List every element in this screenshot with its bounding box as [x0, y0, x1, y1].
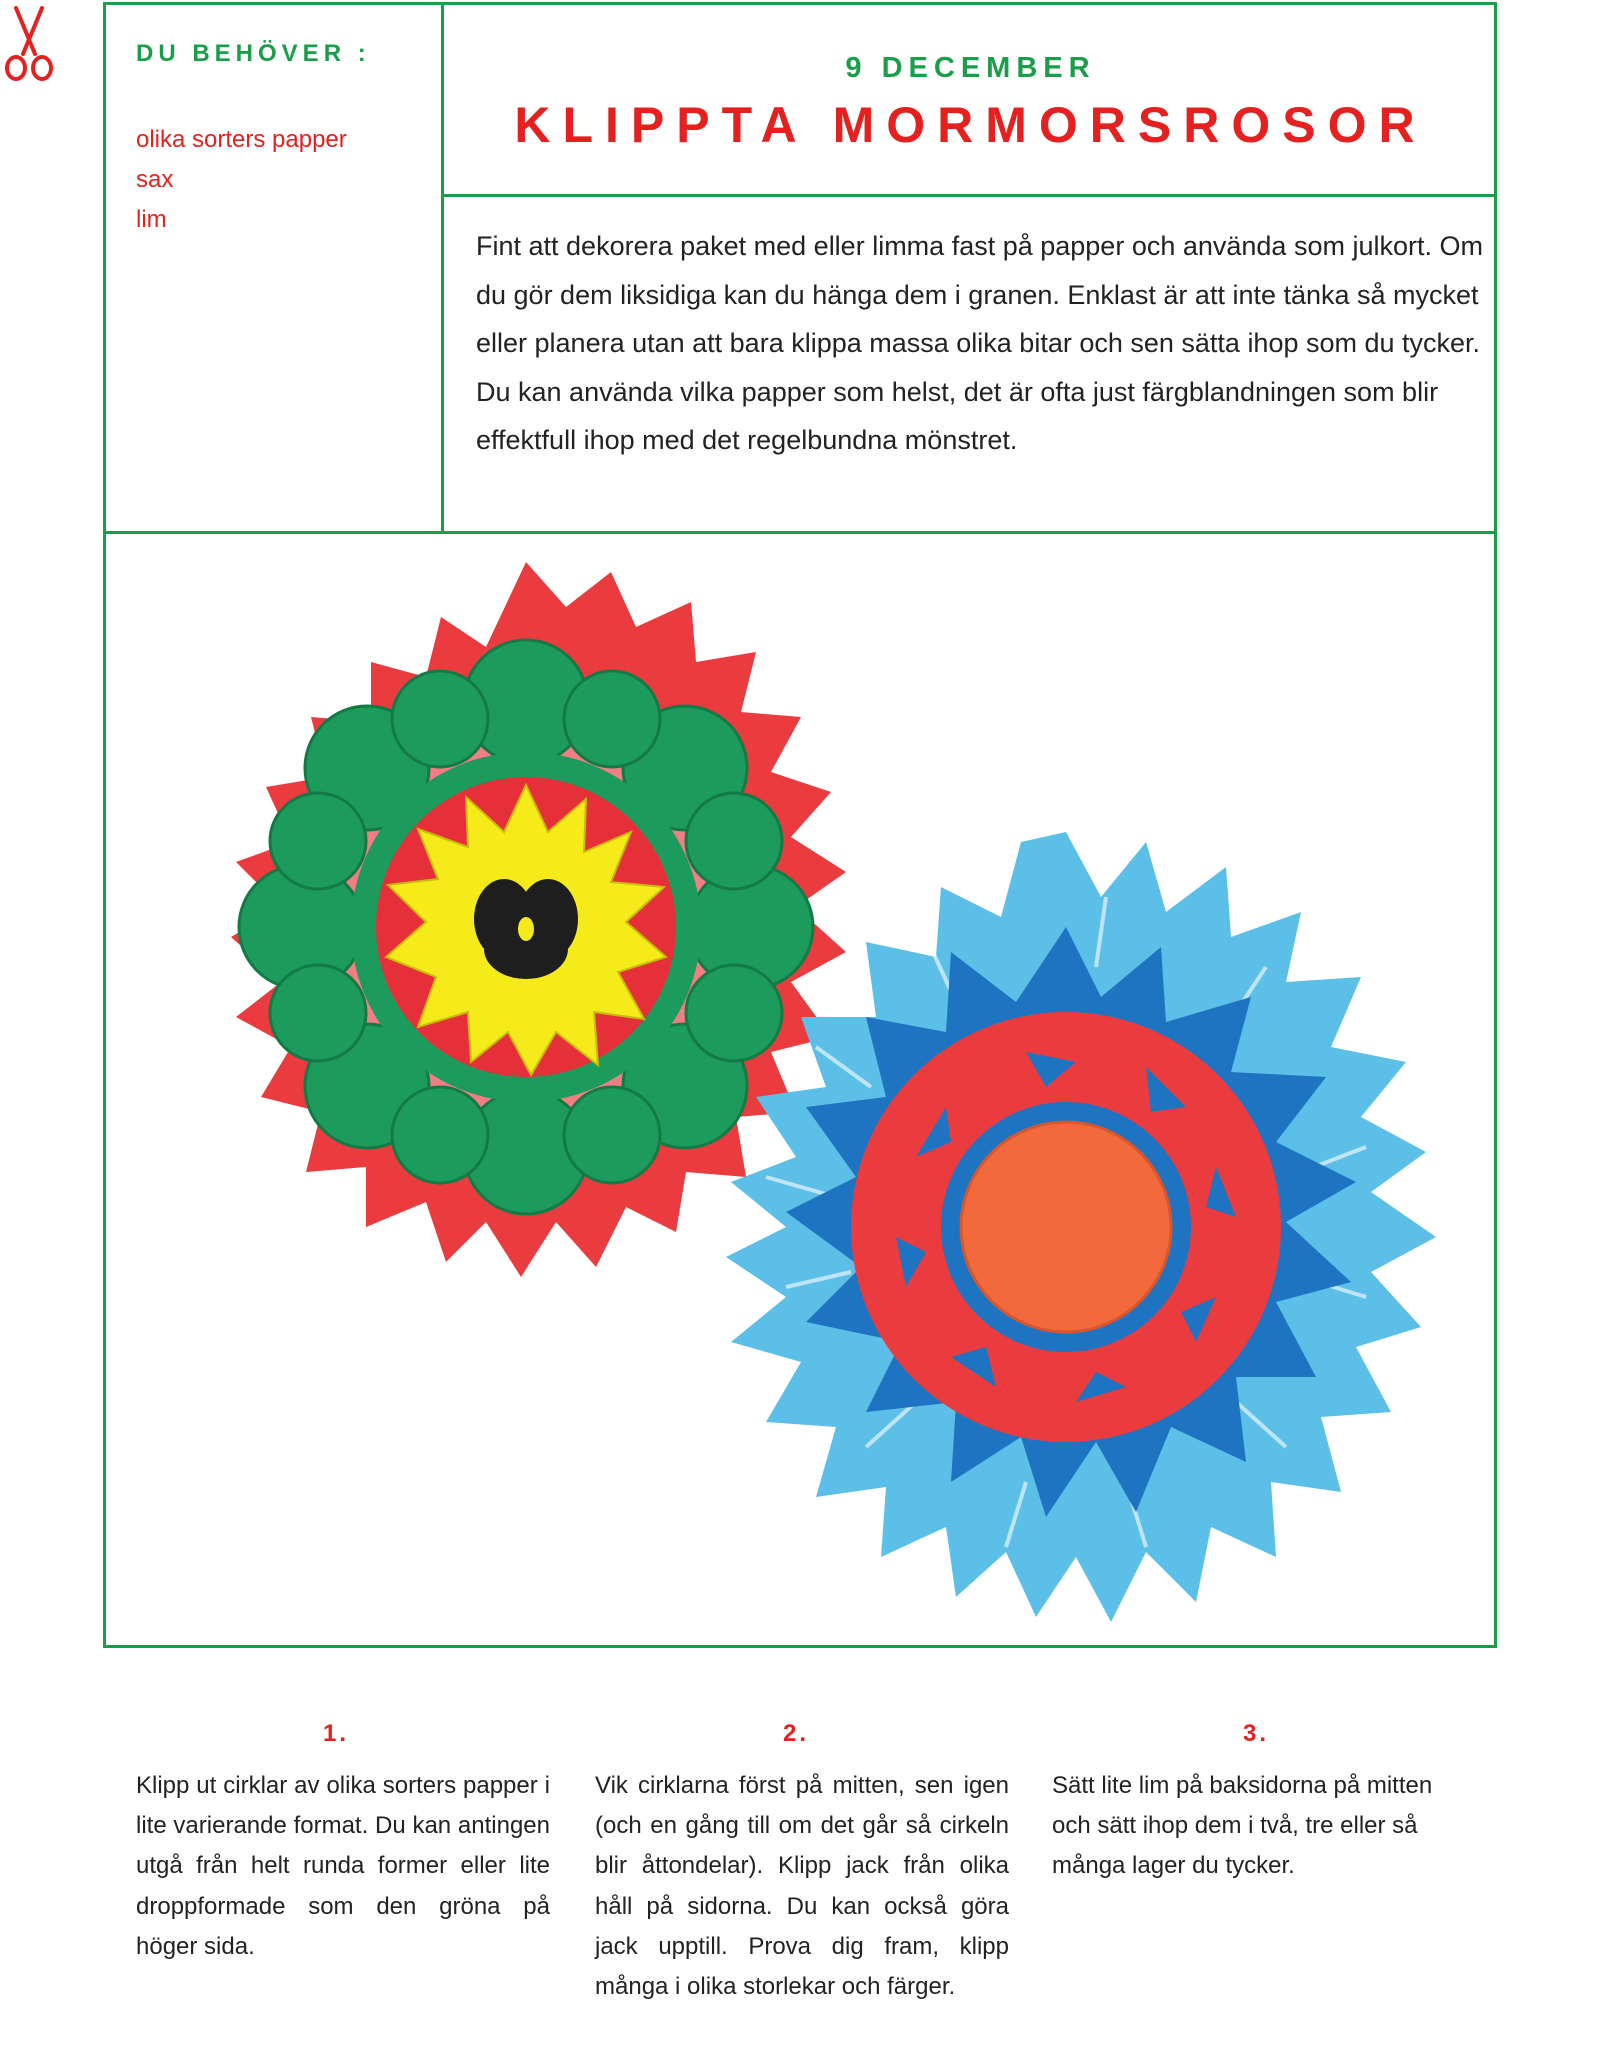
material-item: sax — [136, 166, 174, 193]
step-3-number: 3. — [1242, 1720, 1269, 1747]
step-2-text: Vik cirklarna först på mitten, sen igen (och en gång till om det går så cirkeln blir åttondelar). Klipp jack från olika håll på sidorna. Du kan också göra jack upptill. Prova dig fram, klipp många i olika storlekar och färger. — [595, 1772, 1009, 2001]
red-green-rosette — [231, 562, 846, 1277]
step-1-text: Klipp ut cirklar av olika sorters papper i lite varierande format. Du kan antingen utgå från helt runda former eller lite droppformade som den gröna på höger sida. — [136, 1772, 550, 1960]
materials-list — [136, 120, 347, 240]
paper-rosettes-photo — [106, 537, 1488, 1643]
date-heading: 9 DECEMBER — [845, 52, 1096, 84]
intro-paragraph: Fint att dekorera paket med eller limma fast på papper och använda som julkort. Om du gör dem liksidiga kan du hänga dem i granen. Enklast är att inte tänka så mycket eller planera utan att bara klippa massa olika bitar och sen sätta ihop som du tycker. Du kan använda vilka papper som helst, det är ofta just färgblandningen som blir effektfull ihop med det regelbundna mönstret. — [476, 231, 1483, 455]
step-1-number: 1. — [322, 1720, 349, 1747]
scissors-icon — [2, 4, 56, 84]
step-3-text: Sätt lite lim på baksidorna på mitten och sätt ihop dem i två, tre eller så många lager du tycker. — [1052, 1772, 1433, 1880]
materials-heading: DU BEHÖVER : — [136, 40, 371, 67]
page-title: KLIPPTA MORMORSROSOR — [514, 97, 1427, 153]
material-item: lim — [136, 206, 167, 233]
step-2-number: 2. — [782, 1720, 809, 1747]
material-item: olika sorters papper — [136, 126, 347, 153]
